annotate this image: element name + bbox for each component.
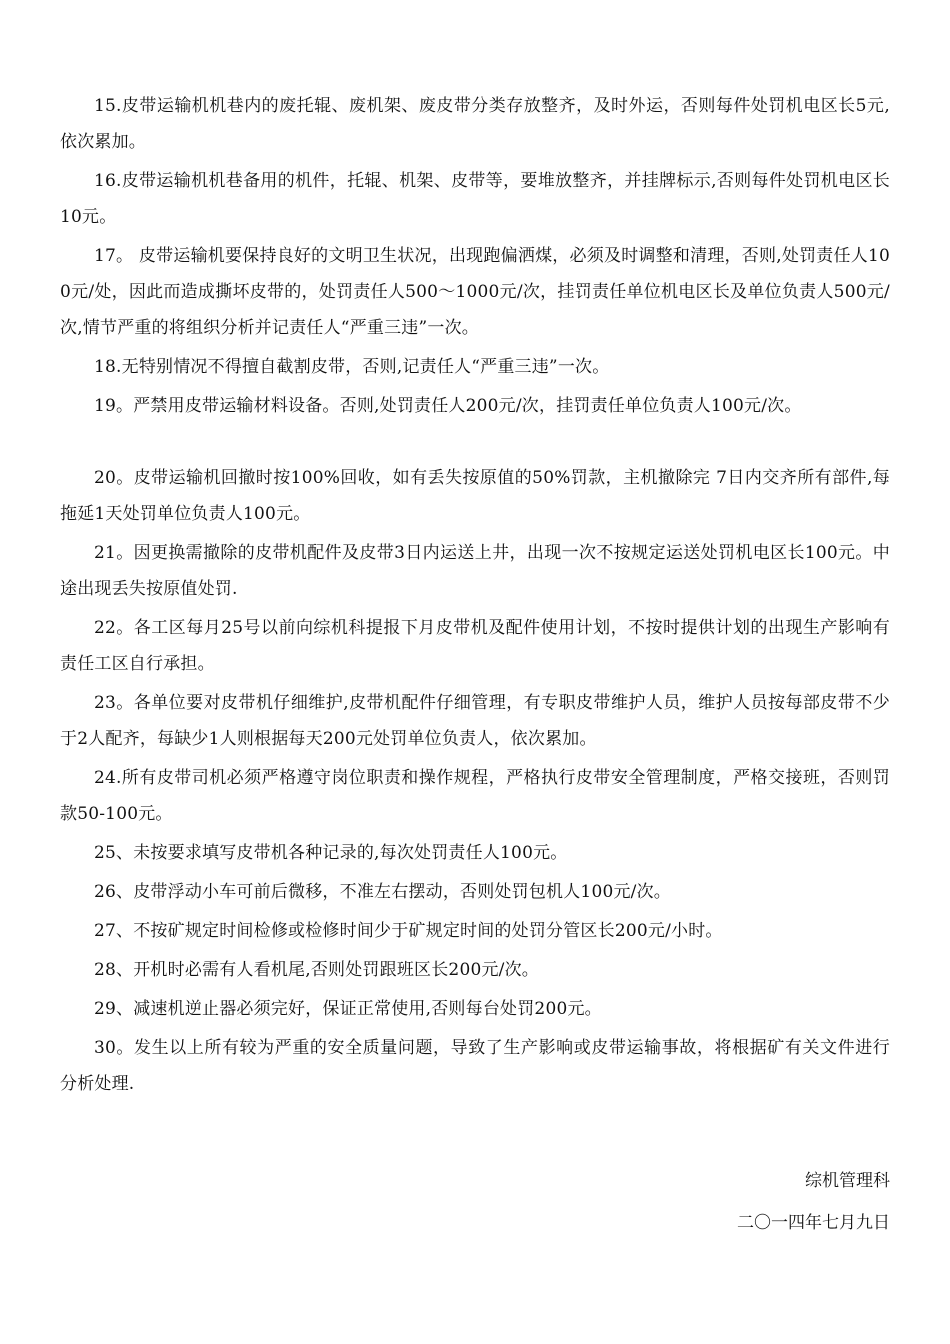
clause-18: 18.无特别情况不得擅自截割皮带，否则,记责任人“严重三违”一次。 [94, 357, 610, 377]
signature-department: 综机管理科 [805, 1171, 890, 1191]
clause-19: 19。严禁用皮带运输材料设备。否则,处罚责任人200元/次，挂罚责任单位负责人100元/次。 [94, 396, 802, 416]
clause-17: 17。 皮带运输机要保持良好的文明卫生状况，出现跑偏洒煤，必须及时调整和清理，否则,处罚责任人100元/处，因此而造成撕坏皮带的，处罚责任人500～1000元/次，挂罚责任单位机电区长及单位负责人500元/次,情节严重的将组织分析并记责任人“严重三违”一次。 [60, 246, 890, 338]
signature-date: 二〇一四年七月九日 [737, 1213, 890, 1233]
clause-25: 25、未按要求填写皮带机各种记录的,每次处罚责任人100元。 [94, 843, 568, 863]
clause-16: 16.皮带运输机机巷备用的机件，托辊、机架、皮带等，要堆放整齐，并挂牌标示,否则每件处罚机电区长10元。 [60, 171, 890, 227]
clause-23: 23。各单位要对皮带机仔细维护,皮带机配件仔细管理，有专职皮带维护人员，维护人员按每部皮带不少于2人配齐，每缺少1人则根据每天200元处罚单位负责人，依次累加。 [60, 693, 890, 749]
clause-24: 24.所有皮带司机必须严格遵守岗位职责和操作规程，严格执行皮带安全管理制度，严格交接班，否则罚款50-100元。 [60, 768, 890, 824]
clause-20: 20。皮带运输机回撤时按100%回收，如有丢失按原值的50%罚款，主机撤除完 7日内交齐所有部件,每拖延1天处罚单位负责人100元。 [60, 468, 890, 524]
clause-30: 30。发生以上所有较为严重的安全质量问题，导致了生产影响或皮带运输事故，将根据矿有关文件进行分析处理. [60, 1038, 890, 1094]
clause-22: 22。各工区每月25号以前向综机科提报下月皮带机及配件使用计划，不按时提供计划的出现生产影响有责任工区自行承担。 [60, 618, 890, 674]
clause-28: 28、开机时必需有人看机尾,否则处罚跟班区长200元/次。 [94, 960, 540, 980]
clause-26: 26、皮带浮动小车可前后微移，不准左右摆动，否则处罚包机人100元/次。 [94, 882, 672, 902]
clause-29: 29、减速机逆止器必须完好，保证正常使用,否则每台处罚200元。 [94, 999, 602, 1019]
clause-21: 21。因更换需撤除的皮带机配件及皮带3日内运送上井，出现一次不按规定运送处罚机电区长100元。中途出现丢失按原值处罚. [60, 543, 890, 599]
clause-15: 15.皮带运输机机巷内的废托辊、废机架、废皮带分类存放整齐，及时外运，否则每件处罚机电区长5元,依次累加。 [60, 96, 890, 152]
clause-27: 27、不按矿规定时间检修或检修时间少于矿规定时间的处罚分管区长200元/小时。 [94, 921, 723, 941]
